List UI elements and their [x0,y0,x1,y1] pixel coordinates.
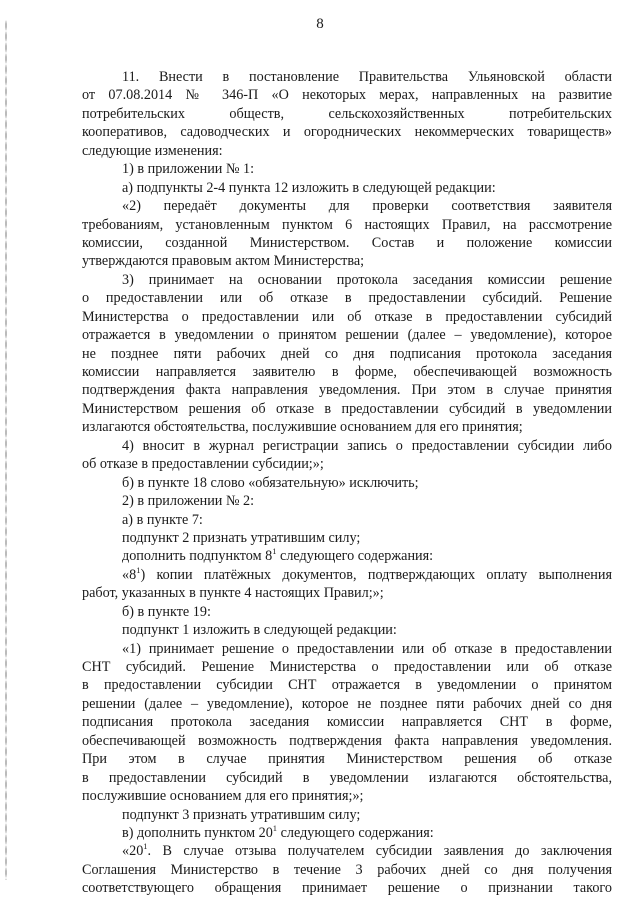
text-line-content: утверждаются правовым актом Министерства; [82,253,365,270]
text-line-content: 11. Внести в постановление Правительства Ульяновской области [122,69,612,85]
text-line [82,676,612,694]
text-line-content: подпункт 1 изложить в следующей редакции: [122,622,397,639]
text-line-content: «2) передаёт документы для проверки соответствия заявителя [122,198,612,215]
text-line [82,271,612,289]
text-line [82,547,612,565]
text-line [82,621,612,639]
text-line [82,381,612,399]
text-line-content: следующего содержания: [276,548,434,565]
text-line [82,105,612,123]
text-line-content: в предоставлении субсидии СНТ отражается в уведомлении о принятом [82,677,612,694]
text-line-content: . В случае отзыва получателем субсидии заявления до заключения [147,843,612,860]
text-line-content: в) дополнить пунктом 20 [122,824,273,841]
text-line [82,842,612,860]
text-line-content: в предоставлении субсидий в уведомлении излагаются обстоятельства, [82,769,612,786]
text-line-content: Соглашения Министерство в течение 3 рабочих дней со дня получения [82,861,612,878]
text-line-content: а) в пункте 7: [122,511,203,528]
text-line-content: комиссии направляется заявителю в форме, обеспечивающей возможность [82,364,612,380]
text-line [82,787,612,805]
document-body [82,68,612,898]
text-line-content: подпункт 3 признать утратившим силу; [122,806,361,823]
text-line [82,197,612,215]
scan-edge-dots [5,20,7,880]
text-line-content: комиссии, созданной Министерством. Состав и положение комиссии [82,234,612,251]
text-line [82,732,612,750]
text-line [82,160,612,178]
text-line [82,713,612,731]
text-line-content: При этом в случае принятия Министерством решения об отказе [82,751,612,768]
superscript: 1 [272,546,277,557]
text-line-content: СНТ субсидий. Решение Министерства о предоставлении или об отказе [82,659,612,675]
text-line-content: 4) вносит в журнал регистрации запись о предоставлении субсидии либо [122,437,612,454]
text-line [82,879,612,897]
text-line-content: а) подпункты 2-4 пункта 12 изложить в следующей редакции: [122,179,496,196]
text-line [82,326,612,344]
text-line-content: б) в пункте 19: [122,603,211,620]
text-line [82,86,612,104]
text-line-content: обеспечивающей возможность подтверждения факта направления уведомления. [82,732,612,749]
text-line-content: потребительских обществ, сельскохозяйственных потребительских [82,105,612,122]
text-line [82,658,612,676]
text-line [82,750,612,768]
text-line-content: Министерства о предоставлении или об отказе в предоставлении субсидий [82,308,612,325]
text-line-content: б) в пункте 18 слово «обязательную» исключить; [122,474,419,491]
text-line [82,400,612,418]
text-line [82,861,612,879]
text-line [82,216,612,234]
superscript: 1 [143,841,148,852]
text-line [82,289,612,307]
text-line-content: излагаются обстоятельства, послужившие основанием для его принятия; [82,419,523,436]
text-line [82,179,612,197]
text-line [82,363,612,381]
text-line-content: послужившие основанием для его принятия;»; [82,788,364,805]
text-line [82,418,612,436]
text-line-content: «1) принимает решение о предоставлении или об отказе в предоставлении [122,640,612,657]
text-line-content: требованиям, установленным пунктом 6 настоящих Правил, на рассмотрение [82,216,612,233]
text-line-content: дополнить подпунктом 8 [122,548,273,565]
text-line [82,142,612,160]
superscript: 1 [272,822,278,833]
text-line-content: отражается в уведомлении о принятом решении (далее – уведомление), которое [82,327,612,344]
text-line-content: соответствующего обращения принимает решение о признании такого [82,880,612,897]
text-line-content: следующие изменения: [82,142,223,159]
text-line-content: Министерством решения об отказе в предоставлении субсидий в уведомлении [82,400,612,417]
text-line [82,437,612,455]
text-line [82,455,612,473]
text-line-content: «20 [122,843,144,860]
text-line-content: 1) в приложении № 1: [122,161,255,178]
text-line [82,566,612,584]
text-line [82,474,612,492]
page-number: 8 [316,16,324,32]
text-line [82,584,612,602]
text-line [82,123,612,141]
text-line [82,511,612,529]
text-line-content: 2) в приложении № 2: [122,493,255,510]
text-line [82,234,612,252]
text-line-content: «8 [122,566,137,583]
text-line-content: 3) принимает на основании протокола заседания комиссии решение [122,271,612,288]
text-line [82,529,612,547]
text-line [82,603,612,621]
text-line [82,695,612,713]
text-line [82,824,612,842]
text-line [82,68,612,86]
text-line-content: работ, указанных в пункте 4 настоящих Правил;»; [82,585,384,602]
text-line [82,345,612,363]
text-line-content: об отказе в предоставлении субсидии;»; [82,456,324,473]
text-line-content: подпункт 2 признать утратившим силу; [122,529,361,546]
text-line [82,492,612,510]
text-line-content: подписания протокола заседания комиссии направляется СНТ в форме, [82,714,612,731]
superscript: 1 [136,564,141,575]
text-line-content: ) копии платёжных документов, подтверждающих оплату выполнения [140,566,612,583]
text-line [82,769,612,787]
text-line-content: подтверждения факта направления уведомления. При этом в случае принятия [82,382,612,399]
text-line-content: не позднее пяти рабочих дней со дня подписания протокола заседания [82,345,612,362]
text-line-content: о предоставлении или об отказе в предоставлении субсидий. Решение [82,290,612,307]
text-line [82,308,612,326]
text-line [82,252,612,270]
text-line-content: кооперативов, садоводческих и огороднических некоммерческих товариществ» [82,124,612,141]
text-line [82,640,612,658]
text-line-content: от 07.08.2014 № 346-П «О некоторых мерах, направленных на развитие [82,87,612,104]
text-line-content: решении (далее – уведомление), которое не позднее пяти рабочих дней со дня [82,695,612,712]
text-line [82,806,612,824]
text-line-content: следующего содержания: [277,824,434,841]
